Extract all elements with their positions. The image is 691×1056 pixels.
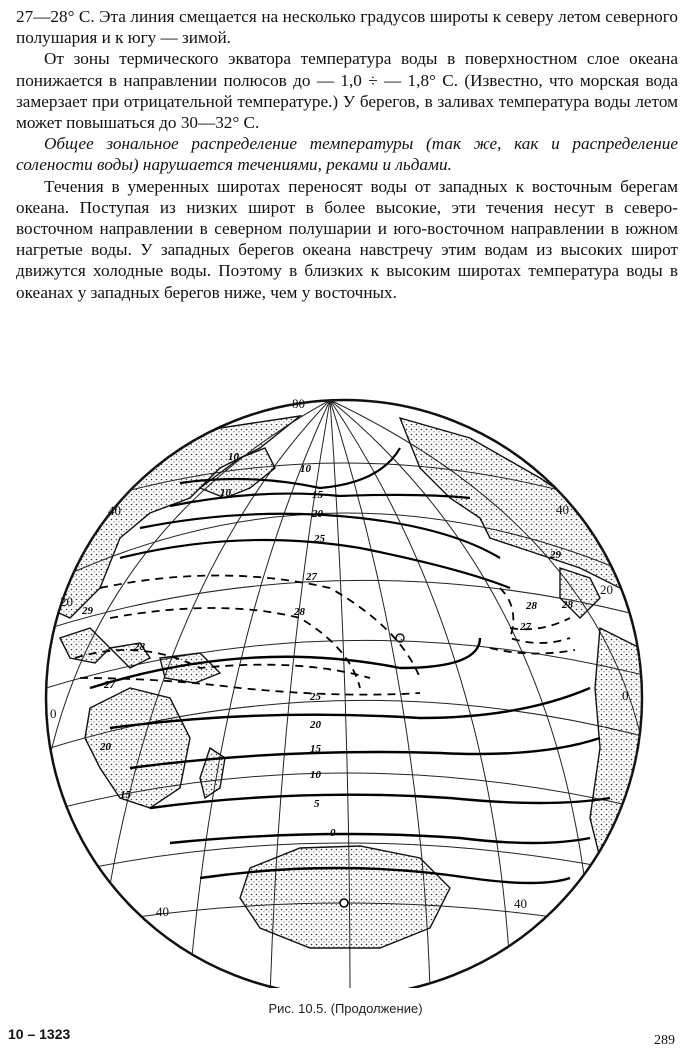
isotherm-label: 0 (330, 827, 336, 839)
isotherm-label: 28 (294, 606, 305, 618)
lat-label-0-right: 0 (622, 688, 629, 703)
isotherm-label: 27 (104, 679, 115, 691)
lat-label-0-left: 0 (50, 706, 57, 721)
isotherm-label: 28 (134, 641, 145, 653)
isotherm-label: 28 (562, 599, 573, 611)
ocean-temperature-globe-figure (0, 388, 691, 988)
isotherm-label: 29 (550, 549, 561, 561)
south-pole-marker (340, 899, 348, 907)
lat-label-20-right: 20 (600, 582, 613, 597)
paragraph-2: От зоны термического экватора температура воды в поверхностном слое океана понижается в направлении полюсов до — 1,0 ÷ — 1,8° С. (Известно, что морская вода замерзает при отрицательной температуре.) У берегов, в заливах температура воды летом может повышаться до 30—32° С. (16, 49, 678, 133)
isotherm-label: 27 (306, 571, 317, 583)
isotherm-label: 29 (82, 605, 93, 617)
isotherm-label: 10 (300, 463, 311, 475)
lat-label-40-bottom-right: 40 (514, 896, 527, 911)
isotherm-label: 15 (312, 489, 323, 501)
lat-label-40-bottom-left: 40 (156, 904, 169, 919)
lat-label-80: 80 (292, 396, 305, 411)
printer-signature: 10 – 1323 (8, 1026, 71, 1042)
body-text (16, 6, 678, 303)
isotherm-label: 27 (520, 621, 531, 633)
paragraph-1: 27—28° С. Эта линия смещается на несколько градусов широты к северу летом северного полушария и к югу — зимой. (16, 7, 678, 48)
isotherm-label: 15 (120, 789, 131, 801)
globe-map (0, 388, 691, 988)
isotherm-label: 10 (310, 769, 321, 781)
isotherm-label: 25 (314, 533, 325, 545)
antarctica-landmass (240, 846, 450, 948)
paragraph-4: Течения в умеренных широтах переносят воды от западных к восточным берегам океана. Поступая из низких широт в более высокие, эти течения несут в северо-восточном направлении в северном полушарии и юго-восточном направлении в южном нагретые воды. У западных берегов океана навстречу этим водам из высоких широт движутся холодные воды. Поэтому в близких к высоким широтах температура воды в океанах у западных берегов ниже, чем у восточных. (16, 176, 678, 302)
isotherm-label: 20 (100, 741, 111, 753)
isotherm-label: 20 (312, 508, 323, 520)
isotherm-label: 15 (310, 743, 321, 755)
isotherm-label: 20 (310, 719, 321, 731)
hawaii-landmass (396, 634, 404, 642)
isotherm-label: 25 (310, 691, 321, 703)
isotherm-label: 10 (228, 451, 239, 463)
page-number: 289 (654, 1033, 675, 1048)
lat-label-40-left: 40 (108, 503, 121, 518)
isotherm-label: 5 (314, 798, 320, 810)
lat-label-40-right: 40 (556, 502, 569, 517)
isotherm-label: 28 (526, 600, 537, 612)
lat-label-20-left: 20 (60, 594, 73, 609)
figure-caption: Рис. 10.5. (Продолжение) (268, 1001, 423, 1016)
paragraph-3: Общее зональное распределение температуры (так же, как и распределение солености воды) нарушается течениями, реками и льдами. (16, 134, 678, 175)
isotherm-label: 10 (220, 487, 231, 499)
